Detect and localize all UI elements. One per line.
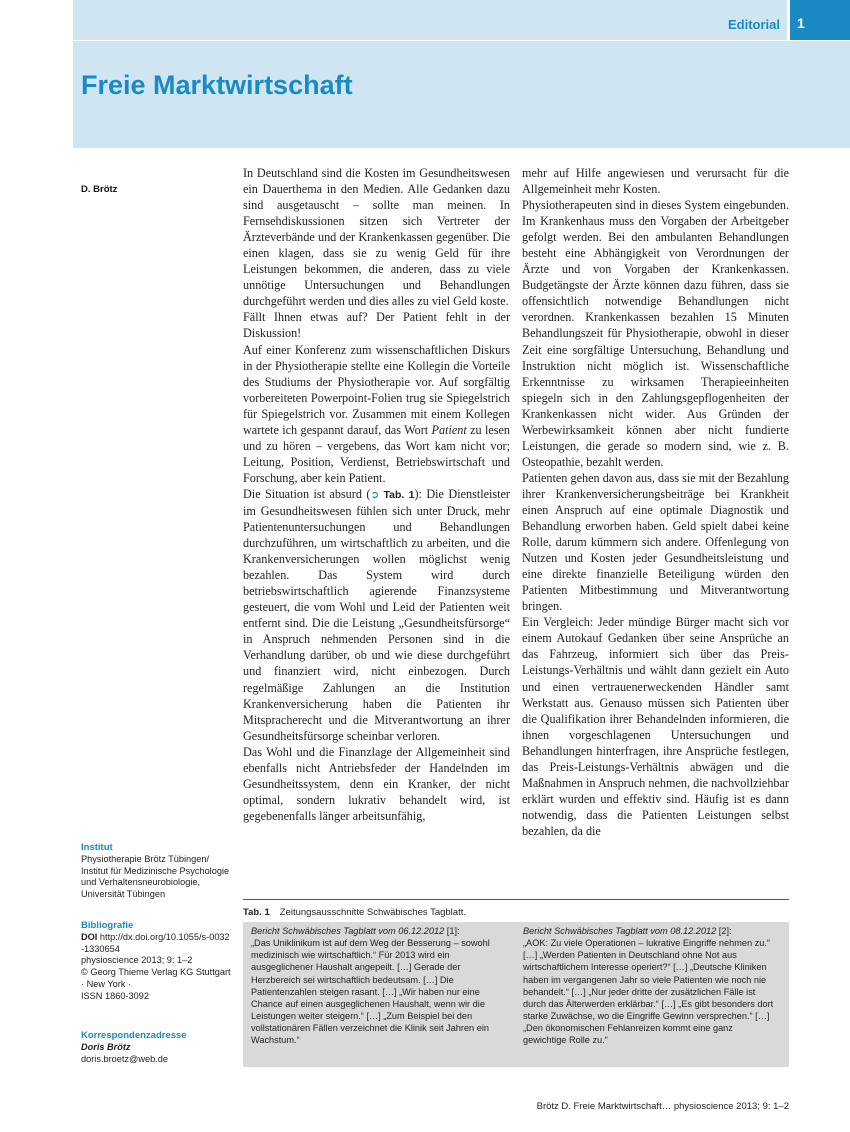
table-cell-right (523, 925, 777, 1047)
paragraph: mehr auf Hilfe angewiesen und verursacht für die Allgemeinheit mehr Kosten. (522, 166, 789, 197)
paragraph (243, 342, 510, 486)
doi-line (81, 932, 231, 956)
paragraph-text: ): Die Dienstleister im Gesundheitswesen fühlen sich unter Druck, mehr Patientenuntersuchungen und Behandlungen durchzuführen, um wirtschaftlich zu arbeiten, und die Krankenversicherungen wollen möglichst wenig bezahlen. Das System wird durch betriebswirtschaftlich agierende Finanzsysteme gesteuert, die vom Wohl und Leid der Patienten weit entfernt sind. Die die Leistung „Gesundheitsfürsorge“ in Anspruch nehmenden Personen sind in die Verhandlung darüber, ob und wie diese durchgeführt und finanziert wird, nicht einbezogen. Durch regelmäßige Zahlungen an die Institution Krankenversicherung haben die Patienten ihr Mitspracherecht und die Mitverantwortung an ihrer Gesundheitsfürsorge scheinbar verloren. (243, 486, 510, 743)
table-text-left: „Das Uniklinikum ist auf dem Weg der Besserung – sowohl medizinisch wie wirtschaftlich.“ Für 2013 wird ein ausgeglichener Haushalt angepeilt. […] Gerade der Herzbereich sei wirtschaftlich bedeutsam. […] Die Patientenzahlen steigen rasant. […] „Wir haben nur eine Chance auf einen ausgeglichenen Haushalt, wenn wir die Leistungen weiter steigern.“ […] „Zum Beispiel bei den vollstationären Fällen verzeichnet die Klinik seit Jahren ein Wachstum.“ (251, 938, 490, 1046)
paragraph: Ein Vergleich: Jeder mündige Bürger macht sich vor einem Autokauf Gedanken über seine Ansprüche an das Fahrzeug, informiert sich über das Preis-Leistungs-Verhältnis und wählt dann gezielt ein Auto und einen vertrauenerweckenden Händler samt Werkstatt aus. Genauso müssen sich Patienten über die Qualifikation ihrer Behandelnden informieren, die ihnen vorgeschlagenen Untersuchungen und Behandlungen hinterfragen, ihre Ansprüche festlegen, das Preis-Leistungs-Verhältnis abwägen und die Maßnahmen in Anspruch nehmen, die nachvollziehbar erklärt wurden und effektiv sind. Häufig ist es dann notwendig, dass die Patienten Leistungen selbst bezahlen, da die (522, 615, 789, 838)
author: D. Brötz (81, 184, 118, 195)
body-column-right (522, 165, 789, 865)
table-source-left: Bericht Schwäbisches Tagblatt vom 06.12.2012 (251, 926, 445, 936)
page-number-box (787, 0, 850, 40)
table-reference-label: Tab. 1 (383, 488, 415, 501)
table-ref-right[interactable]: [2]: (716, 926, 732, 936)
issn: ISSN 1860-3092 (81, 990, 149, 1001)
paragraph: Fällt Ihnen etwas auf? Der Patient fehlt in der Diskussion! (243, 310, 510, 341)
table-reference-link[interactable] (370, 489, 414, 501)
paragraph-text: Auf einer Konferenz zum wissenschaftlichen Diskurs in der Physiotherapie stellte eine Kollegin die Vorteile des Studiums der Physiotherapie vor. Auf sorgfältig vorbereiteten Powerpoint-Folien trug sie Spiegelstrich für Spiegelstrich vor. Zusammen mit einem Kollegen wartete ich gespannt darauf, das Wort (243, 342, 510, 437)
sidebar-institut (81, 842, 231, 901)
contact-name: Doris Brötz (81, 1041, 131, 1052)
table-text-right: „AOK: Zu viele Operationen – lukrative Eingriffe nehmen zu.“ […] „Werden Patienten in Deutschland ohne Not aus wirtschaftlichem Interesse operiert?“ […] „Deutsche Kliniken haben im vergangenen Jahr so viele Patienten wie noch nie behandelt.“ […] „Nur jeder dritte der zusätzlichen Fälle ist durch das Älterwerden erklärbar.“ […] „Es gibt besonders dort starke Zuwächse, wo die Eingriffe Gewinn versprechen.“ […] „Den ökonomischen Fehlanreizen kommt eine ganz gewichtige Rolle zu.“ (523, 938, 774, 1046)
table-box (243, 922, 789, 1067)
bibliografie-heading: Bibliografie (81, 920, 134, 931)
paragraph (243, 486, 510, 744)
page-footer: Brötz D. Freie Marktwirtschaft… physioscience 2013; 9: 1–2 (536, 1101, 789, 1112)
citation: physioscience 2013; 9: 1–2 (81, 955, 193, 966)
korrespondenz-heading: Korrespondenzadresse (81, 1030, 187, 1041)
paragraph-text: Die Situation ist absurd ( (243, 486, 371, 501)
table-caption (243, 907, 466, 918)
paragraph: Das Wohl und die Finanzlage der Allgemeinheit sind ebenfalls nicht Antriebsfeder der Handelnden im Gesundheitssystem, denn ein Kranker, der nicht optimal, sondern lukrativ behandelt wird, ist gegebenenfalls länger arbeitsunfähig, (243, 744, 510, 823)
section-label: Editorial (727, 17, 780, 32)
article-title: Freie Marktwirtschaft (81, 70, 353, 100)
doi-link[interactable]: http://dx.doi.org/10.1055/s-0032-1330654 (81, 931, 230, 954)
contact-email[interactable]: doris.broetz@web.de (81, 1053, 168, 1064)
sidebar-bibliografie (81, 920, 231, 1003)
page-number: 1 (797, 15, 805, 31)
paragraph-text: zu lesen und zu hören – vergebens, das Wort kam nicht vor; Leitung, Position, Verdienst, Betriebswirtschaft und Forschung, aber kein Patient. (243, 422, 510, 485)
paragraph: Patienten gehen davon aus, dass sie mit der Bezahlung ihrer Krankenversicherungsbeiträge bei Krankheit einen Anspruch auf eine optimale Diagnostik und Behandlung erworben haben. Geld spielt dabei keine Rolle, darum kümmern sich andere. Offenlegung von Nutzen und Kosten jeder Gesundheitsleistung und eine direkte finanzielle Beteiligung würden den Patienten Mitbestimmung und Mitverantwortung bringen. (522, 470, 789, 614)
body-column-left (243, 165, 510, 865)
sidebar-korrespondenz (81, 1030, 231, 1065)
table-source-right: Bericht Schwäbisches Tagblatt vom 08.12.2012 (523, 926, 717, 936)
arrow-icon: ➲ (370, 488, 384, 501)
emphasis: Patient (431, 422, 467, 437)
header-divider (73, 40, 850, 41)
institut-text: Physiotherapie Brötz Tübingen/ Institut für Medizinische Psychologie und Verhaltensneurobiologie, Universität Tübingen (81, 853, 230, 900)
doi-label: DOI (81, 931, 98, 942)
institut-heading: Institut (81, 842, 113, 853)
table-top-rule (243, 899, 789, 900)
copyright: © Georg Thieme Verlag KG Stuttgart · New York · (81, 967, 231, 989)
table-cell-left (251, 925, 505, 1047)
paragraph: Physiotherapeuten sind in dieses System eingebunden. Im Krankenhaus muss den Vorgaben der Arbeitgeber gefolgt werden. Bei den ambulanten Behandlungen besteht eine Abhängigkeit von Verordnungen der Ärzte und von Vorgaben der Krankenkassen. Budgetängste der Ärzte können dazu führen, dass sie offensichtlich notwendige Behandlungen nicht verordnen. Krankenkassen bezahlen 15 Minuten Behandlungszeit für Physiotherapie, obwohl in dieser Zeit eine sorgfältige Untersuchung, Behandlung und Instruktion nicht möglich ist. Wissenschaftliche Erkenntnisse zu wirksamen Therapieeinheiten spiegeln sich in den Zahlungsgepflogenheiten der Krankenkassen nicht wider. Aus Gründen der Werbewirksamkeit können aber nicht fundierte Leistungen, die gerade so modern sind, wie z. B. Osteopathie, bezahlt werden. (522, 198, 789, 469)
paragraph: In Deutschland sind die Kosten im Gesundheitswesen ein Dauerthema in den Medien. Alle Gedanken dazu sind ausgetauscht – sollte man meinen. In Fernsehdiskussionen sitzen sich Vertreter der Ärzteverbände und der Krankenkassen gegenüber. Die einen klagen, dass sie zu wenig Geld für ihre Leistungen bekommen, die anderen, dass zu viele unnötige Untersuchungen und Behandlungen durchgeführt werden und dies alles zu viel Geld koste. (243, 166, 510, 309)
table-ref-left[interactable]: [1]: (444, 926, 460, 936)
table-label: Tab. 1 (243, 907, 270, 918)
table-caption-text: Zeitungsausschnitte Schwäbisches Tagblatt. (279, 907, 466, 918)
